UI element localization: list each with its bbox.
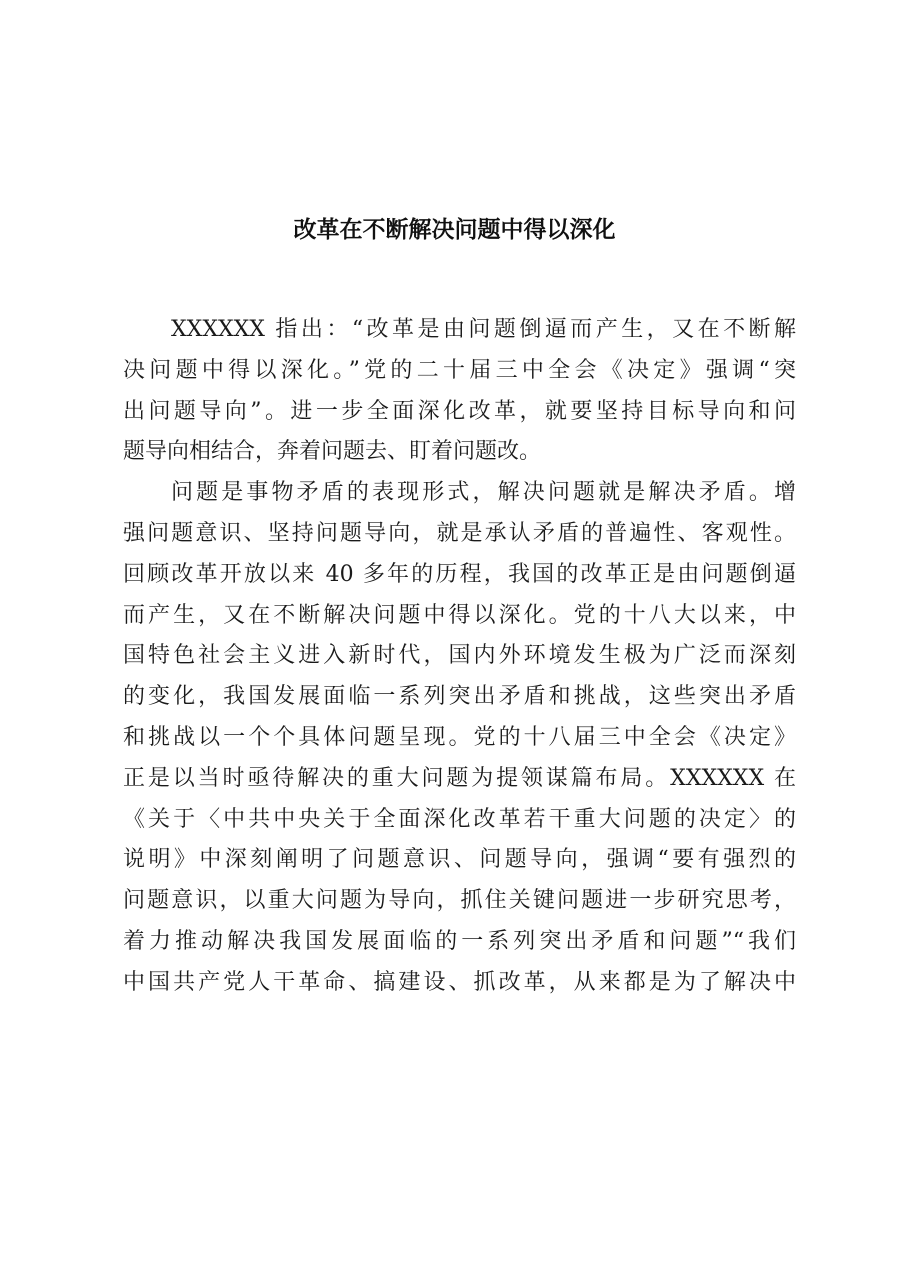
paragraph-2-line-1: 问题是事物矛盾的表现形式，解决问题就是解决矛盾。增 (171, 480, 796, 506)
paragraph-2-line-6: 的变化，我国发展面临一系列突出矛盾和挑战，这些突出矛盾 (123, 684, 796, 710)
paragraph-2-line-11: 问题意识，以重大问题为导向，抓住关键问题进一步研究思考， (123, 888, 796, 914)
document-body (123, 310, 796, 1004)
paragraph-2-line-8: 正是以当时亟待解决的重大问题为提领谋篇布局。XXXXXX 在 (123, 765, 796, 791)
paragraph-2-line-5: 国特色社会主义进入新时代，国内外环境发生极为广泛而深刻 (123, 643, 796, 669)
paragraph-2-line-12: 着力推动解决我国发展面临的一系列突出矛盾和问题”“我们 (123, 928, 796, 954)
paragraph-2-line-3: 回顾改革开放以来 40 多年的历程，我国的改革正是由问题倒逼 (123, 561, 796, 587)
paragraph-2-line-7: 和挑战以一个个具体问题呈现。党的十八届三中全会《决定》 (123, 724, 796, 750)
paragraph-1-line-4: 题导向相结合，奔着问题去、盯着问题改。 (123, 439, 542, 465)
paragraph-2-line-10: 说明》中深刻阐明了问题意识、问题导向，强调“要有强烈的 (123, 847, 796, 873)
paragraph-2-line-2: 强问题意识、坚持问题导向，就是承认矛盾的普遍性、客观性。 (123, 520, 796, 546)
paragraph-1-line-2: 决问题中得以深化。”党的二十届三中全会《决定》强调“突 (123, 357, 796, 383)
paragraph-1-line-1: XXXXXX 指出：“改革是由问题倒逼而产生，又在不断解 (171, 317, 796, 342)
paragraph-2-line-13: 中国共产党人干革命、搞建设、抓改革，从来都是为了解决中 (123, 969, 796, 995)
document-title: 改革在不断解决问题中得以深化 (293, 216, 616, 243)
paragraph-2-line-9: 《关于〈中共中央关于全面深化改革若干重大问题的决定〉的 (123, 806, 796, 832)
paragraph-2-line-4: 而产生，又在不断解决问题中得以深化。党的十八大以来，中 (123, 602, 796, 628)
paragraph-1-line-3: 出问题导向”。进一步全面深化改革，就要坚持目标导向和问 (123, 398, 796, 424)
